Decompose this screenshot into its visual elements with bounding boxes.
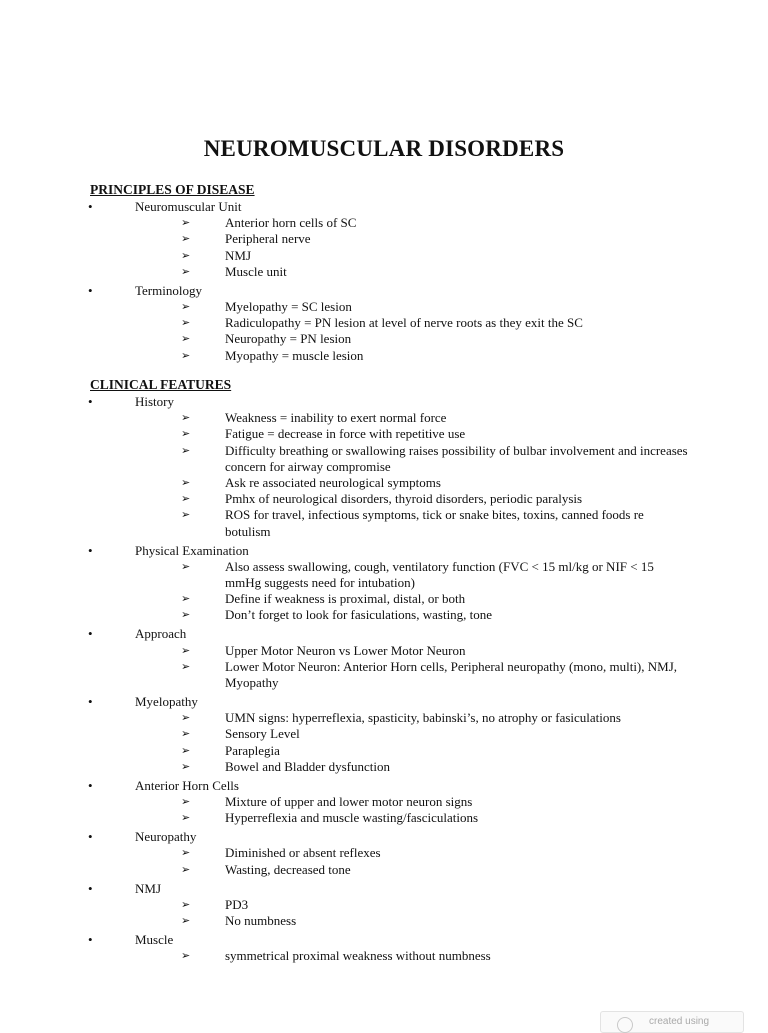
outline-subitem: Paraplegia	[225, 742, 280, 758]
outline-subitem: Anterior horn cells of SC	[225, 215, 357, 231]
document-title: NEUROMUSCULAR DISORDERS	[203, 136, 565, 161]
outline-subitem: PD3	[225, 896, 249, 912]
arrow-bullet-icon: ➢	[181, 950, 191, 963]
outline-item: Terminology	[135, 282, 202, 298]
outline-item: Neuromuscular Unit	[135, 199, 242, 214]
outline-subitem: Diminished or absent reflexes	[225, 845, 381, 861]
outline-subitem: Neuropathy = PN lesion	[225, 331, 352, 347]
outline-subitem: Difficulty breathing or swallowing raises possibility of bulbar involvement and increases concern for airway compromise	[225, 442, 688, 474]
outline-subitem: Also assess swallowing, cough, ventilatory function (FVC < 15 ml/kg or NIF < 15 mmHg suggests need for intubation)	[225, 558, 654, 590]
arrow-bullet-icon: ➢	[181, 712, 191, 725]
arrow-bullet-icon: ➢	[181, 760, 191, 773]
outline-subitem: Muscle unit	[225, 263, 287, 279]
arrow-bullet-icon: ➢	[181, 477, 191, 489]
outline-subitem: Define if weakness is proximal, distal, or both	[225, 591, 466, 607]
outline-item: Approach	[135, 626, 187, 642]
arrow-bullet-icon: ➢	[181, 609, 191, 622]
outline-subitem: Bowel and Bladder dysfunction	[225, 758, 390, 774]
arrow-bullet-icon: ➢	[181, 249, 191, 262]
outline-subitem: Myopathy = muscle lesion	[225, 347, 364, 363]
watermark-logo-icon	[617, 1017, 633, 1033]
outline-subitem: ROS for travel, infectious symptoms, tick or snake bites, toxins, canned foods re botulism	[225, 507, 644, 539]
arrow-bullet-icon: ➢	[181, 349, 191, 362]
outline-subitem: Ask re associated neurological symptoms	[225, 475, 441, 490]
watermark-badge[interactable]	[600, 1011, 744, 1033]
arrow-bullet-icon: ➢	[181, 217, 191, 230]
arrow-bullet-icon: ➢	[181, 233, 191, 246]
arrow-bullet-icon: ➢	[181, 428, 191, 441]
arrow-bullet-icon: ➢	[181, 812, 191, 825]
outline-item: Anterior Horn Cells	[135, 777, 239, 793]
arrow-bullet-icon: ➢	[181, 301, 191, 313]
outline-subitem: Peripheral nerve	[225, 231, 311, 247]
outline-subitem: symmetrical proximal weakness without numbness	[225, 948, 491, 964]
outline-subitem: NMJ	[225, 247, 252, 263]
arrow-bullet-icon: ➢	[181, 644, 191, 657]
arrow-bullet-icon: ➢	[181, 265, 191, 278]
arrow-bullet-icon: ➢	[181, 728, 191, 741]
outline-subitem: UMN signs: hyperreflexia, spasticity, babinski’s, no atrophy or fasiculations	[225, 710, 621, 726]
outline-subitem: Upper Motor Neuron vs Lower Motor Neuron	[225, 642, 466, 658]
outline-item: Physical Examination	[135, 542, 249, 558]
outline-subitem: Weakness = inability to exert normal force	[225, 410, 447, 426]
bullet-icon: •	[88, 694, 93, 709]
arrow-bullet-icon: ➢	[181, 317, 191, 330]
outline-item: NMJ	[135, 880, 162, 896]
outline-subitem: Pmhx of neurological disorders, thyroid disorders, periodic paralysis	[225, 491, 583, 507]
outline-subitem: Sensory Level	[225, 726, 300, 742]
outline-subitem: Radiculopathy = PN lesion at level of nerve roots as they exit the SC	[225, 315, 583, 331]
outline-item: History	[135, 394, 174, 409]
bullet-icon: •	[88, 626, 93, 642]
arrow-bullet-icon: ➢	[181, 847, 191, 860]
bullet-icon: •	[88, 932, 93, 947]
outline-subitem: No numbness	[225, 913, 297, 928]
outline-subitem: Lower Motor Neuron: Anterior Horn cells, Peripheral neuropathy (mono, multi), NMJ, Myopathy	[225, 658, 678, 690]
outline-subitem: Mixture of upper and lower motor neuron signs	[225, 794, 473, 809]
arrow-bullet-icon: ➢	[181, 898, 191, 911]
outline-item: Myelopathy	[135, 694, 198, 709]
arrow-bullet-icon: ➢	[181, 333, 191, 346]
bullet-icon: •	[88, 777, 93, 793]
arrow-bullet-icon: ➢	[181, 560, 191, 573]
outline-subitem: Myelopathy = SC lesion	[225, 299, 352, 314]
bullet-icon: •	[88, 542, 93, 558]
section-heading: PRINCIPLES OF DISEASE	[90, 182, 255, 197]
outline-item: Muscle	[135, 932, 174, 947]
bullet-icon: •	[88, 282, 93, 298]
bullet-icon: •	[88, 394, 93, 409]
arrow-bullet-icon: ➢	[181, 744, 191, 757]
outline-subitem: Don’t forget to look for fasiculations, wasting, tone	[225, 607, 493, 623]
arrow-bullet-icon: ➢	[181, 660, 191, 673]
arrow-bullet-icon: ➢	[181, 412, 191, 425]
arrow-bullet-icon: ➢	[181, 593, 191, 606]
outline-item: Neuropathy	[135, 829, 197, 845]
outline-subitem: Fatigue = decrease in force with repetitive use	[225, 426, 466, 442]
arrow-bullet-icon: ➢	[181, 915, 191, 927]
watermark-text: created using	[649, 1016, 710, 1027]
bullet-icon: •	[88, 880, 93, 896]
section-heading: CLINICAL FEATURES	[90, 377, 232, 392]
outline-subitem: Wasting, decreased tone	[225, 861, 351, 877]
arrow-bullet-icon: ➢	[181, 444, 191, 457]
arrow-bullet-icon: ➢	[181, 796, 191, 808]
bullet-icon: •	[88, 199, 93, 214]
arrow-bullet-icon: ➢	[181, 863, 191, 876]
arrow-bullet-icon: ➢	[181, 493, 191, 506]
outline-subitem: Hyperreflexia and muscle wasting/fasciculations	[225, 810, 479, 826]
arrow-bullet-icon: ➢	[181, 509, 191, 522]
bullet-icon: •	[88, 829, 93, 845]
